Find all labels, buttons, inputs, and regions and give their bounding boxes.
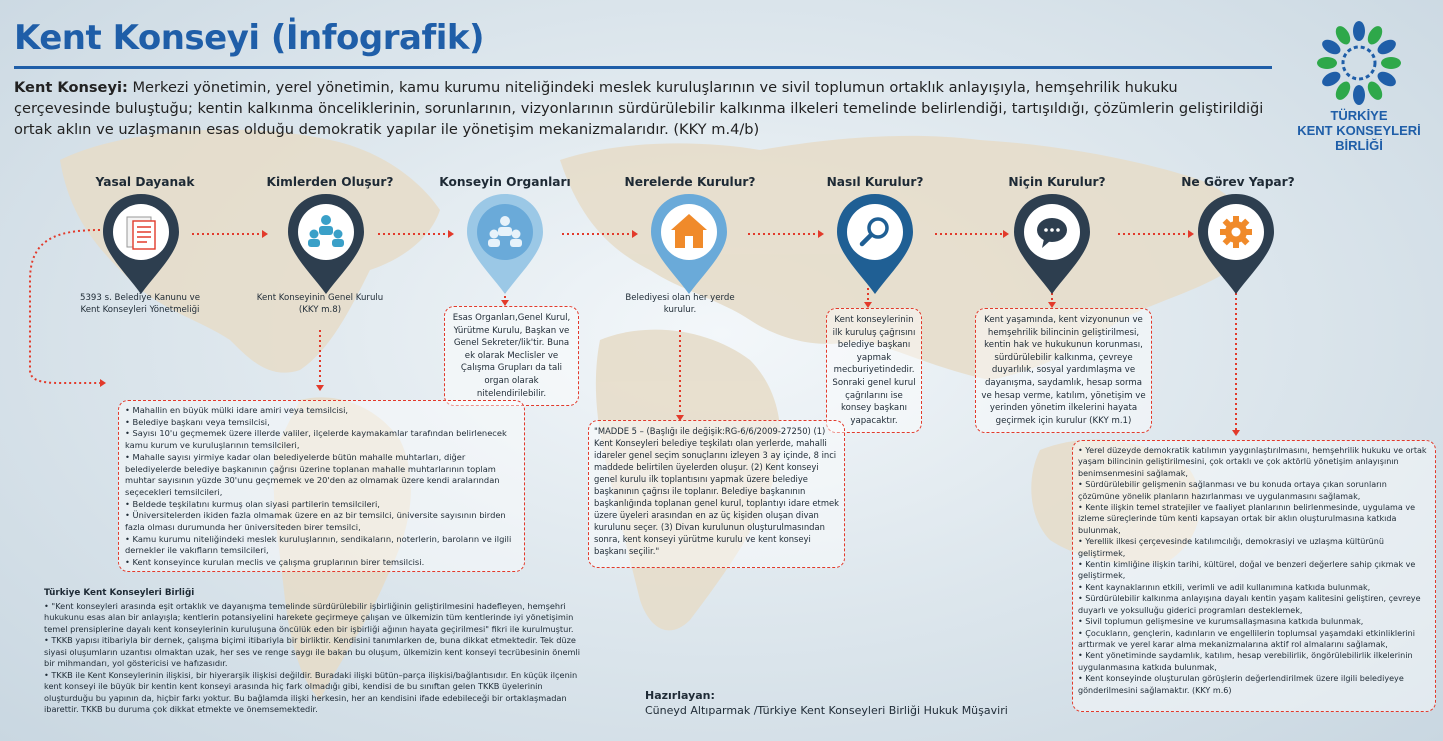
step-title: Nerelerde Kurulur?	[624, 175, 756, 189]
list-item: • Kentin kimliğine ilişkin tarihi, kültürel, doğal ve benzeri değerlere sahip çıkmak ve geliştirmek,	[1078, 560, 1416, 581]
how-text: Kent konseylerinin ilk kuruluş çağrısını belediye başkanı yapmak mecburiyetindedir. Sonraki genel kurul çağrılarını ise konsey başkanı yapacaktır.	[832, 315, 916, 426]
page-title: Kent Konseyi (İnfografik)	[14, 18, 485, 58]
duties-box	[1072, 440, 1436, 712]
why-text: Kent yaşamında, kent vizyonunun ve hemşehrilik bilincinin geliştirilmesi, kentin hak ve hukukunun korunması, sürdürülebilir kalkınma, çevreye duyarlılık, sosyal yardımlaşma ve dayanışma, saydamlık, hesap sorma ve hesap verme, katılım, yönetişim ve yerinden yönetim ilkelerini hayata geçirmek için kurulur (KKY m.1)	[981, 315, 1146, 426]
organs-box	[444, 306, 579, 406]
list-item: • Sayısı 10'u geçmemek üzere illerde valiler, ilçelerde kaymakamlar tarafından belirlenecek kamu kurum ve kuruluşlarının temsilcileri,	[125, 428, 507, 451]
logo-line-3: BİRLİĞİ	[1335, 138, 1383, 153]
people-group-icon	[461, 190, 549, 300]
tkkb-paragraph: • TKKB yapısı itibariyla bir dernek, çalışma biçimi itibariyla bir birliktir. Kendisini tanımlarken de, buna dikkat etmektedir. Tek düze siyasi oluşumların uzantısı olmaktan uzak, her ses ve renge saygı ile bakan bu oluşum, ülkemizin kent konseyi tecrübesinin önemli bir mihmandarı, yol göstericisi ve hafızasıdır.	[44, 635, 581, 668]
list-item: • Kamu kurumu niteliğindeki meslek kuruluşlarının, sendikaların, noterlerin, baroların ve ilgili dernekler ile vakıfların temsilcileri,	[125, 533, 512, 556]
house-icon	[645, 190, 733, 300]
step-title: Kimlerden Oluşur?	[266, 175, 394, 189]
step-title: Ne Görev Yapar?	[1181, 175, 1295, 189]
tkkb-heading: Türkiye Kent Konseyleri Birliği	[44, 588, 195, 598]
logo-emblem-icon	[1284, 18, 1434, 108]
step-duties	[1158, 175, 1318, 189]
prepared-by	[645, 688, 1008, 718]
logo-line-1: TÜRKİYE	[1330, 108, 1388, 123]
list-item: • Yerel düzeyde demokratik katılımın yaygınlaştırılmasını, hemşehrilik hukuku ve ortak yaşam bilincinin geliştirilmesini, çok ortaklı ve çok aktörlü yönetişim anlayışının benimsenmesini sağlamak,	[1078, 446, 1427, 478]
logo-text	[1284, 108, 1434, 153]
document-icon	[97, 190, 185, 300]
list-item: • Beldede teşkilatını kurmuş olan siyasi partilerin temsilcileri,	[125, 498, 380, 509]
intro-lead: Kent Konseyi:	[14, 79, 128, 96]
list-item: • Yerellik ilkesi çerçevesinde katılımcılığı, demokrasiyi ve uzlaşma kültürünü geliştirmek,	[1078, 537, 1384, 558]
prepared-name: Cüneyd Altıparmak /Türkiye Kent Konseyleri Birliği Hukuk Müşaviri	[645, 704, 1008, 717]
list-item: • Kent konseyinde oluşturulan görüşlerin değerlendirilmek üzere ilgili belediyeye gönderilmesini sağlamaktır. (KKY m.6)	[1078, 674, 1404, 695]
list-item: • Çocukların, gençlerin, kadınların ve engellilerin toplumsal yaşamdaki etkinliklerini arttırmak ve yerel karar alma mekanizmalarına aktif rol almalarını sağlamak,	[1078, 628, 1415, 649]
step-organs	[425, 175, 585, 189]
tkkb-section	[44, 588, 589, 716]
law-article-text: "MADDE 5 – (Başlığı ile değişik:RG-6/6/2009-27250) (1) Kent Konseyleri belediye teşkilatı olan yerlerde, mahalli idareler genel seçim sonuçlarını izleyen 3 ay içinde, 8 inci maddede belirtilen üyelerden oluşur. (2) Kent konseyi genel kurulu ilk toplantısını yapmak üzere belediye başkanının çağrısı ile toplanır. Belediye başkanının başkanlığında toplanan genel kurul, toplantıyı idare etmek üzere üyeleri arasından en az üç kişiden oluşan divan kurulunu seçer. (3) Divan kurulunun oluşturulmasından sonra, kent konseyi yürütme kurulu ve kent konseyi başkanı seçilir."	[594, 426, 839, 556]
magnifier-icon	[831, 190, 919, 300]
list-item: • Kent konseyince kurulan meclis ve çalışma gruplarının birer temsilcisi.	[125, 557, 425, 568]
step-title: Konseyin Organları	[439, 175, 571, 189]
speech-bubble-icon	[1008, 190, 1096, 300]
why-box	[975, 308, 1152, 433]
list-item: • Belediye başkanı veya temsilcisi,	[125, 416, 270, 427]
members-list	[125, 405, 518, 569]
list-item: • Sivil toplumun gelişmesine ve kurumsallaşmasına katkıda bulunmak,	[1078, 617, 1364, 627]
people-group-icon	[282, 190, 370, 300]
where-caption: Belediyesi olan her yerde kurulur.	[625, 293, 735, 315]
tkkb-paragraph: • TKKB ile Kent Konseylerinin ilişkisi, bir hiyerarşik ilişkisi değildir. Buradaki ilişki bütün–parça ilişkisi/bağlantısıdır. En küçük ilçenin kent konseyi ile büyük bir kentin kent konseyi arasında hiç fark olmadığı gibi, kendisi de bu sınıftan gelen TKKB üyelerinin oluşturduğu bu yapının da, hiçbir farkı yoktur. Bu bağlamda ilişki herkesin, her an kendisini ifade edebileceği bir ortaklaşmadan ibarettir. TKKB bu duruma çok dikkat etmekte ve önemsemektedir.	[44, 669, 578, 714]
duties-list	[1078, 445, 1430, 696]
list-item: • Kente ilişkin temel stratejiler ve faaliyet planlarının belirlenmesinde, uygulama ve izleme süreçlerinde tüm kenti kapsayan ortak bir aklın oluşturulmasına katkıda bulunmak,	[1078, 503, 1416, 535]
intro-paragraph	[14, 77, 1276, 140]
prepared-label: Hazırlayan:	[645, 689, 715, 702]
tkkb-paragraph: • "Kent konseyleri arasında eşit ortaklık ve dayanışma temelinde sürdürülebilir işbirliğinin geliştirilmesini hadefleyen, hemşehri hukukunu esas alan bir anlayışla; kentlerin potansiyelini harekete geçirmeye çalışan ve ülkemizin tüm kentlerinde iyi yönetişimin temel prensiplerine dayalı kent konseylerinin kuruluşuna öncülük eden bir işbirliği ağının hayata geçirilmesi" fikri ile kurulmuştur.	[44, 600, 574, 634]
step-where	[610, 175, 770, 189]
list-item: • Sürdürülebilir kalkınma anlayışına dayalı kentin yaşam kalitesini geliştiren, çevreye duyarlı ve yoksulluğu giderici programları desteklemek,	[1078, 594, 1421, 615]
title-divider	[14, 66, 1272, 69]
step-legal-basis	[65, 175, 225, 189]
list-item: • Kent kaynaklarının etkili, verimli ve adil kullanımına katkıda bulunmak,	[1078, 582, 1371, 592]
organs-text: Esas Organları,Genel Kurul, Yürütme Kurulu, Başkan ve Genel Sekreter/lik'tir. Buna ek olarak Meclisler ve Çalışma Grupları da tali organ olarak nitelendirilebilir.	[452, 313, 571, 399]
legal-basis-caption: 5393 s. Belediye Kanunu ve Kent Konseyleri Yönetmeliği	[80, 293, 200, 315]
law-article-box	[588, 420, 845, 568]
list-item: • Kent yönetiminde saydamlık, katılım, hesap verebilirlik, öngörülebilirlik ilkelerinin uygulanmasına katkıda bulunmak,	[1078, 651, 1413, 672]
how-box	[826, 308, 922, 433]
members-box	[118, 400, 525, 572]
list-item: • Sürdürülebilir gelişmenin sağlanması ve bu konuda ortaya çıkan sorunların çözümüne yönelik planların hazırlanması ve uygulanmasını sağlamak,	[1078, 480, 1387, 501]
list-item: • Üniversitelerden ikiden fazla olmamak üzere en az bir temsilci, üniversite sayısının birden fazla olması durumunda her üniversiteden birer temsilci,	[125, 510, 506, 533]
list-item: • Mahallin en büyük mülki idare amiri veya temsilcisi,	[125, 405, 349, 415]
step-why	[977, 175, 1137, 189]
list-item: • Mahalle sayısı yirmiye kadar olan belediyelerde bütün mahalle muhtarları, diğer belediyelerde belediye başkanının çağrısı üzerine toplanan mahalle muhtarlarının toplam muhtar sayısının yüzde 30'unu geçmemek ve 20'den az olmamak üzere kendi aralarından seçecekleri temsilcileri,	[125, 451, 500, 497]
step-how	[795, 175, 955, 189]
tkkb-logo	[1284, 18, 1434, 168]
intro-text: Merkezi yönetimin, yerel yönetimin, kamu kurumu niteliğindeki meslek kuruluşlarının ve sivil toplumun ortaklık anlayışıyla, hemşehrilik hukuku çerçevesinde buluştuğu; kentin kalkınma önceliklerinin, sorunlarının, vizyonlarının sürdürülebilir kalkınma ilkeleri temelinde belirlendiği, tartışıldığı, çözümlerin geliştirildiği ortak aklın ve uzlaşmanın esas olduğu demokratik yapılar ile yönetişim mekanizmalarıdır. (KKY m.4/b)	[14, 79, 1264, 138]
members-caption: Kent Konseyinin Genel Kurulu (KKY m.8)	[256, 293, 384, 315]
step-title: Niçin Kurulur?	[1008, 175, 1106, 189]
step-title: Yasal Dayanak	[95, 175, 195, 189]
logo-line-2: KENT KONSEYLERİ	[1297, 123, 1421, 138]
step-title: Nasıl Kurulur?	[826, 175, 924, 189]
gear-icon	[1192, 190, 1280, 300]
step-members	[250, 175, 410, 189]
